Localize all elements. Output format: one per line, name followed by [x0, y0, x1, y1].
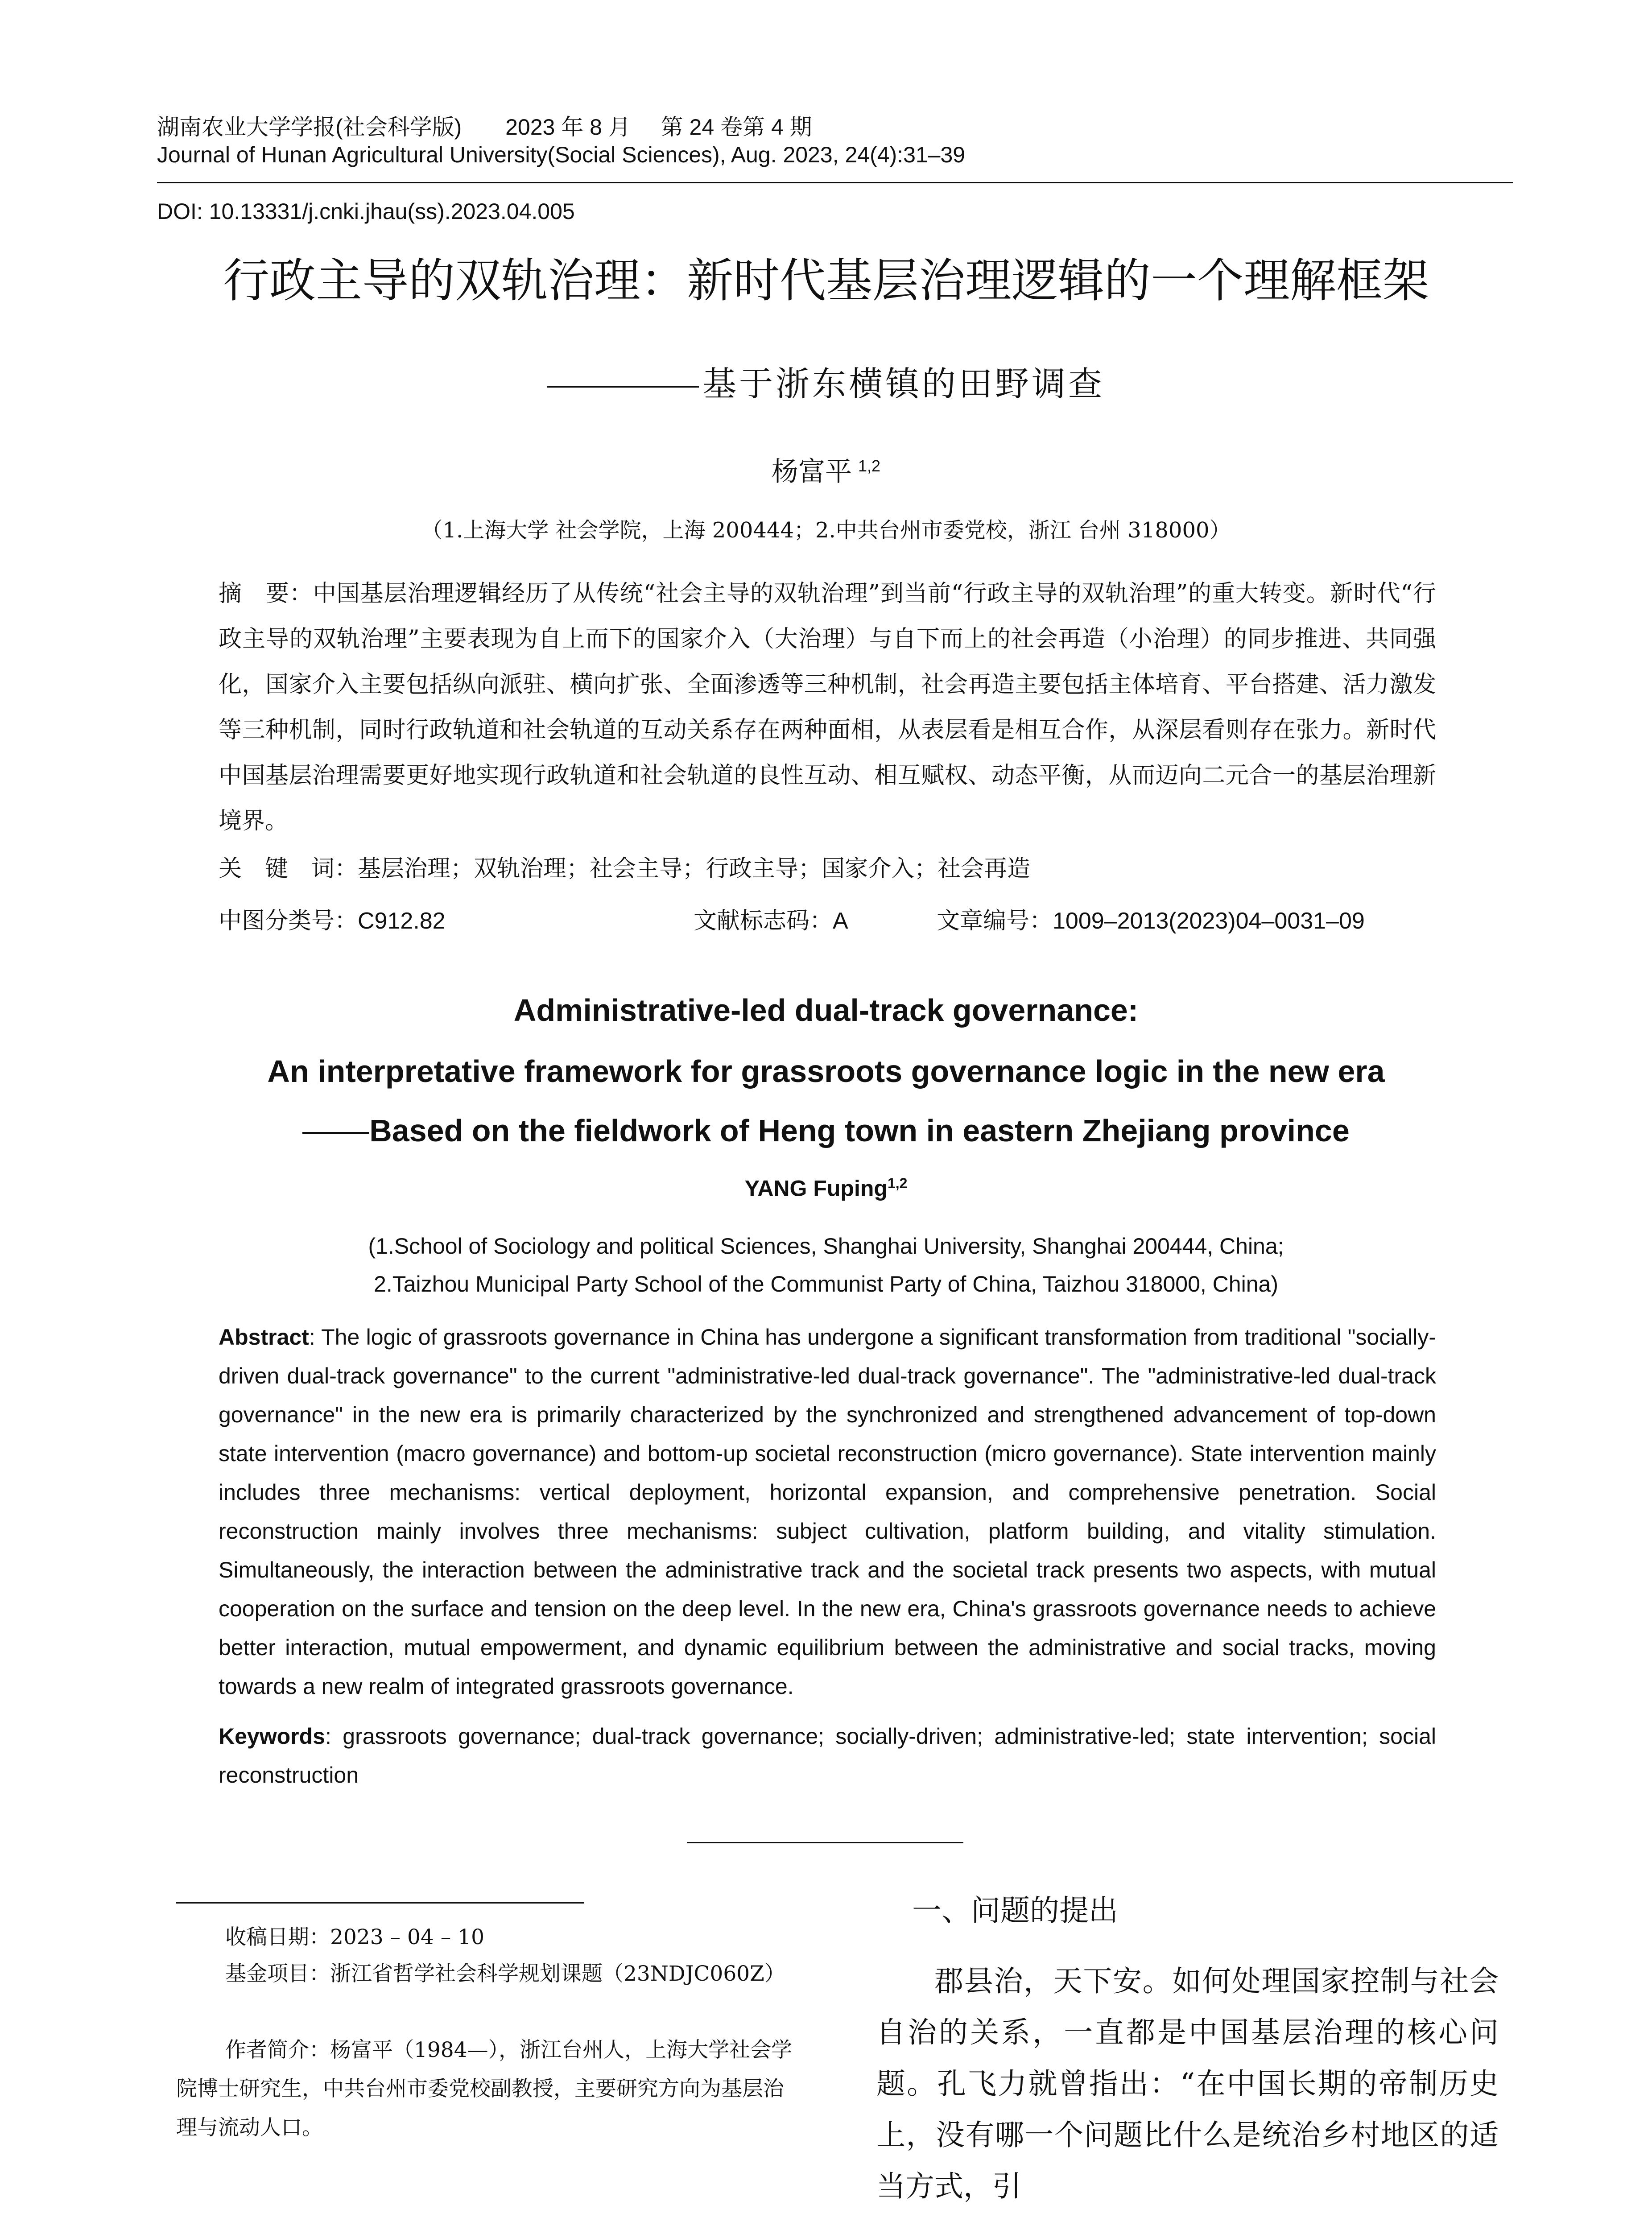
- footnote-rule: [176, 1902, 584, 1904]
- author-affil-marker-en: 1,2: [887, 1175, 908, 1191]
- author-bio: 作者简介：杨富平（1984—），浙江台州人，上海大学社会学院博士研究生，中共台州市委党校副教授，主要研究方向为基层治理与流动人口。: [176, 2038, 793, 2140]
- volume-issue-cn: 第 24 卷第 4 期: [661, 115, 812, 140]
- section-heading: 一、问题的提出: [912, 1894, 1118, 1927]
- paper-subtitle-en: [89, 1113, 1563, 1148]
- subtitle-en-dash: [302, 1132, 369, 1134]
- journal-header-cn: [157, 109, 812, 141]
- author-cn: [89, 450, 1563, 489]
- fund-project: 基金项目：浙江省哲学社会科学规划课题（23NDJC060Z）: [225, 1962, 785, 1986]
- paper-title-cn: 行政主导的双轨治理：新时代基层治理逻辑的一个理解框架: [223, 255, 1429, 307]
- doi: DOI: 10.13331/j.cnki.jhau(ss).2023.04.005: [157, 199, 575, 224]
- section-body-text: 郡县治，天下安。如何处理国家控制与社会自治的关系，一直都是中国基层治理的核心问题。孔飞力就曾指出：“在中国长期的帝制历史上，没有哪一个问题比什么是统治乡村地区的适当方式，引: [876, 1965, 1499, 2203]
- keywords-cn-label: 关 键 词：: [219, 855, 358, 882]
- section-body: [876, 1956, 1499, 2212]
- keywords-cn-text: 基层治理；双轨治理；社会主导；行政主导；国家介入；社会再造: [358, 855, 1031, 882]
- footnote-fund: [176, 1954, 801, 1993]
- subtitle-en-text: Based on the fieldwork of Heng town in eastern Zhejiang province: [369, 1113, 1350, 1148]
- abstract-en: [219, 1318, 1436, 1706]
- abstract-cn: [219, 571, 1436, 844]
- subtitle-cn-text: 基于浙东横镇的田野调查: [702, 364, 1105, 404]
- abstract-en-label: Abstract: [219, 1325, 309, 1350]
- author-name-cn: 杨富平: [771, 457, 852, 487]
- paper-title-en-line2: An interpretative framework for grassroots governance logic in the new era: [267, 1054, 1385, 1089]
- document-code: 文献标志码：A: [694, 908, 848, 934]
- footnote-author-bio: [176, 2031, 801, 2147]
- journal-header-en: Journal of Hunan Agricultural University(Social Sciences), Aug. 2023, 24(4):31–39: [157, 142, 966, 167]
- affiliation-en-line2: 2.Taizhou Municipal Party School of the Communist Party of China, Taizhou 318000, China): [374, 1272, 1278, 1297]
- keywords-en-text: : grassroots governance; dual-track governance; socially-driven; administrative-led; state intervention; social reconstruction: [219, 1724, 1436, 1788]
- received-date: 收稿日期：2023 – 04 – 10: [225, 1925, 484, 1949]
- abstract-cn-text: 中国基层治理逻辑经历了从传统“社会主导的双轨治理”到当前“行政主导的双轨治理”的重大转变。新时代“行政主导的双轨治理”主要表现为自上而下的国家介入（大治理）与自下而上的社会再造（小治理）的同步推进、共同强化，国家介入主要包括纵向派驻、横向扩张、全面渗透等三种机制，社会再造主要包括主体培育、平台搭建、活力激发等三种机制，同时行政轨道和社会轨道的互动关系存在两种面相，从表层看是相互合作，从深层看则存在张力。新时代中国基层治理需要更好地实现行政轨道和社会轨道的良性互动、相互赋权、动态平衡，从而迈向二元合一的基层治理新境界。: [219, 580, 1436, 834]
- author-en: [89, 1175, 1563, 1202]
- section-separator: [687, 1842, 963, 1843]
- header-rule: [157, 182, 1513, 183]
- affiliation-cn: （1.上海大学 社会学院，上海 200444；2.中共台州市委党校，浙江 台州 318000）: [421, 518, 1231, 543]
- keywords-en-label: Keywords: [219, 1724, 325, 1749]
- author-name-en: YANG Fuping: [744, 1176, 888, 1201]
- abstract-cn-label: 摘 要：: [219, 580, 313, 607]
- keywords-en: [219, 1717, 1436, 1795]
- issue-date-cn: 2023 年 8 月: [505, 115, 631, 140]
- paper-title-en-line1: Administrative-led dual-track governance:: [513, 993, 1139, 1028]
- affiliation-en-line1: (1.School of Sociology and political Sciences, Shanghai University, Shanghai 200444, China;: [368, 1234, 1284, 1259]
- abstract-en-text: : The logic of grassroots governance in China has undergone a significant transformation from traditional "socially-driven dual-track governance" to the current "administrative-led dual-track governance". The "administrative-led dual-track governance" in the new era is primarily characterized by the synchronized and strengthened advancement of top-down state intervention (macro governance) and bottom-up societal reconstruction (micro governance). State intervention mainly includes three mechanisms: vertical deployment, horizontal expansion, and comprehensive penetration. Social reconstruction mainly involves three mechanisms: subject cultivation, platform building, and vitality stimulation. Simultaneously, the interaction between the administrative track and the societal track presents two aspects, with mutual cooperation on the surface and tension on the deep level. In the new era, China's grassroots governance needs to achieve better interaction, mutual empowerment, and dynamic equilibrium between the administrative and social tracks, moving towards a new realm of integrated grassroots governance.: [219, 1325, 1436, 1699]
- article-number: 文章编号：1009–2013(2023)04–0031–09: [937, 908, 1365, 934]
- author-affil-marker-cn: 1,2: [858, 457, 881, 475]
- journal-name-cn: 湖南农业大学学报(社会科学版): [157, 115, 462, 140]
- paper-subtitle-cn: [89, 357, 1563, 405]
- keywords-cn: [219, 850, 1030, 883]
- clc-number: 中图分类号：C912.82: [219, 908, 446, 934]
- footnote-received: [176, 1918, 801, 1957]
- subtitle-dash: [547, 386, 699, 388]
